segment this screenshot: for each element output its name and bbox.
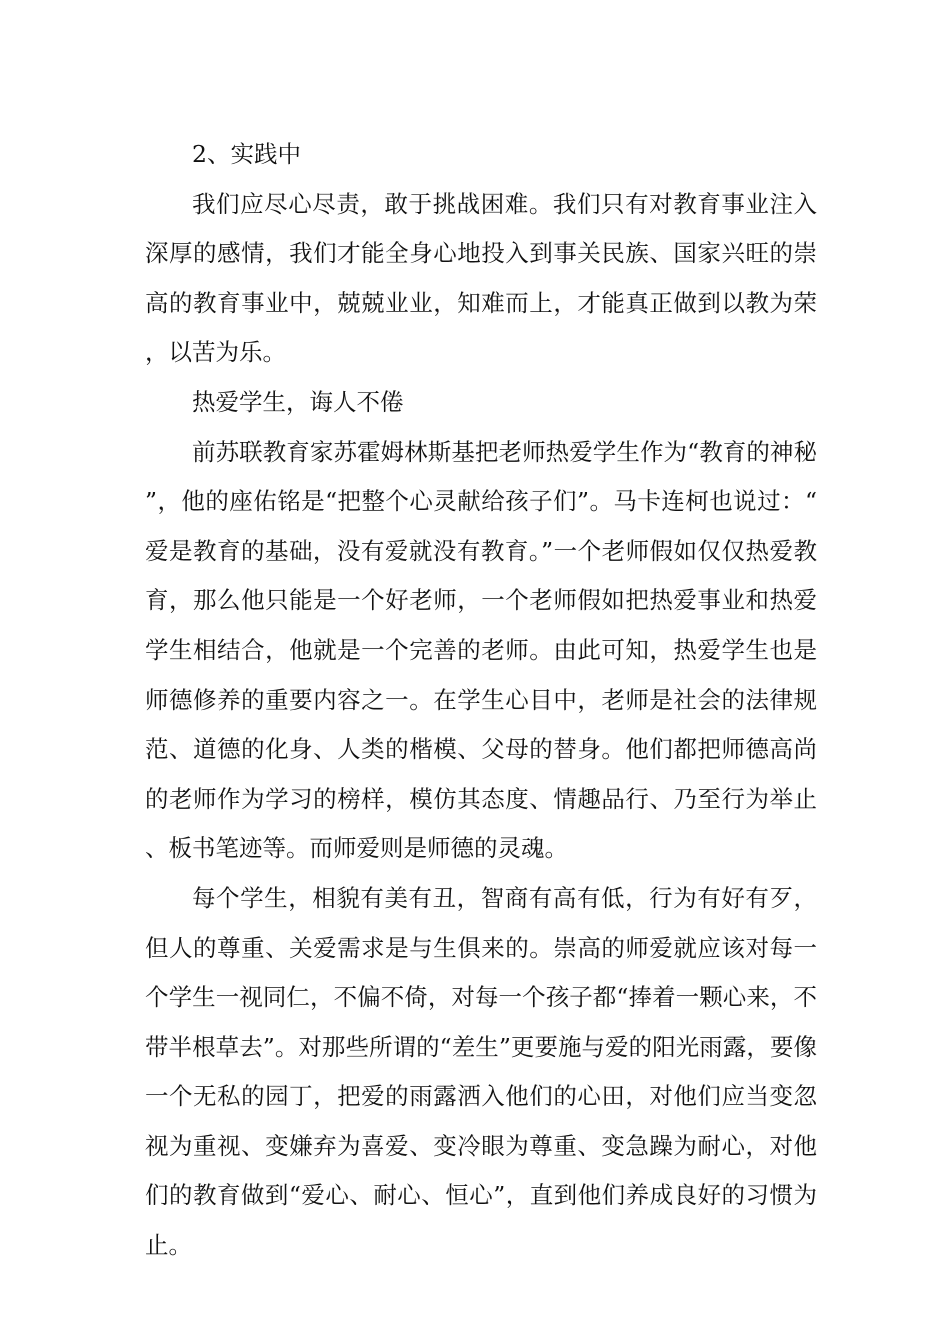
section-heading-love-students: 热爱学生，诲人不倦 [192, 387, 404, 416]
paragraph-teacher-love: 前苏联教育家苏霍姆林斯基把老师热爱学生作为“教育的神秘”，他的座佑铭是“把整个心灵献给孩子们”。马卡连柯也说过：“爱是教育的基础，没有爱就没有教育。”一个老师假如仅仅热爱教育，那么他只能是一个好老师，一个老师假如把热爱事业和热爱学生相结合，他就是一个完善的老师。由此可知，热爱学生也是师德修养的重要内容之一。在学生心目中，老师是社会的法律规范、道德的化身、人类的楷模、父母的替身。他们都把师德高尚的老师作为学习的榜样，模仿其态度、情趣品行、乃至行为举止、板书笔迹等。而师爱则是师德的灵魂。 [145, 437, 817, 863]
document-body [145, 130, 817, 1271]
paragraph-dedication: 我们应尽心尽责，敢于挑战困难。我们只有对教育事业注入深厚的感情，我们才能全身心地投入到事关民族、国家兴旺的崇高的教育事业中，兢兢业业，知难而上，才能真正做到以教为荣，以苦为乐。 [145, 189, 817, 367]
paragraph-equal-treatment: 每个学生，相貌有美有丑，智商有高有低，行为有好有歹，但人的尊重、关爱需求是与生俱来的。崇高的师爱就应该对每一个学生一视同仁，不偏不倚，对每一个孩子都“捧着一颗心来，不带半根草去”。对那些所谓的“差生”更要施与爱的阳光雨露，要像一个无私的园丁，把爱的雨露洒入他们的心田，对他们应当变忽视为重视、变嫌弃为喜爱、变冷眼为尊重、变急躁为耐心，对他们的教育做到“爱心、耐心、恒心”，直到他们养成良好的习惯为止。 [145, 883, 817, 1260]
section-heading-practice: 2、实践中 [192, 140, 301, 168]
